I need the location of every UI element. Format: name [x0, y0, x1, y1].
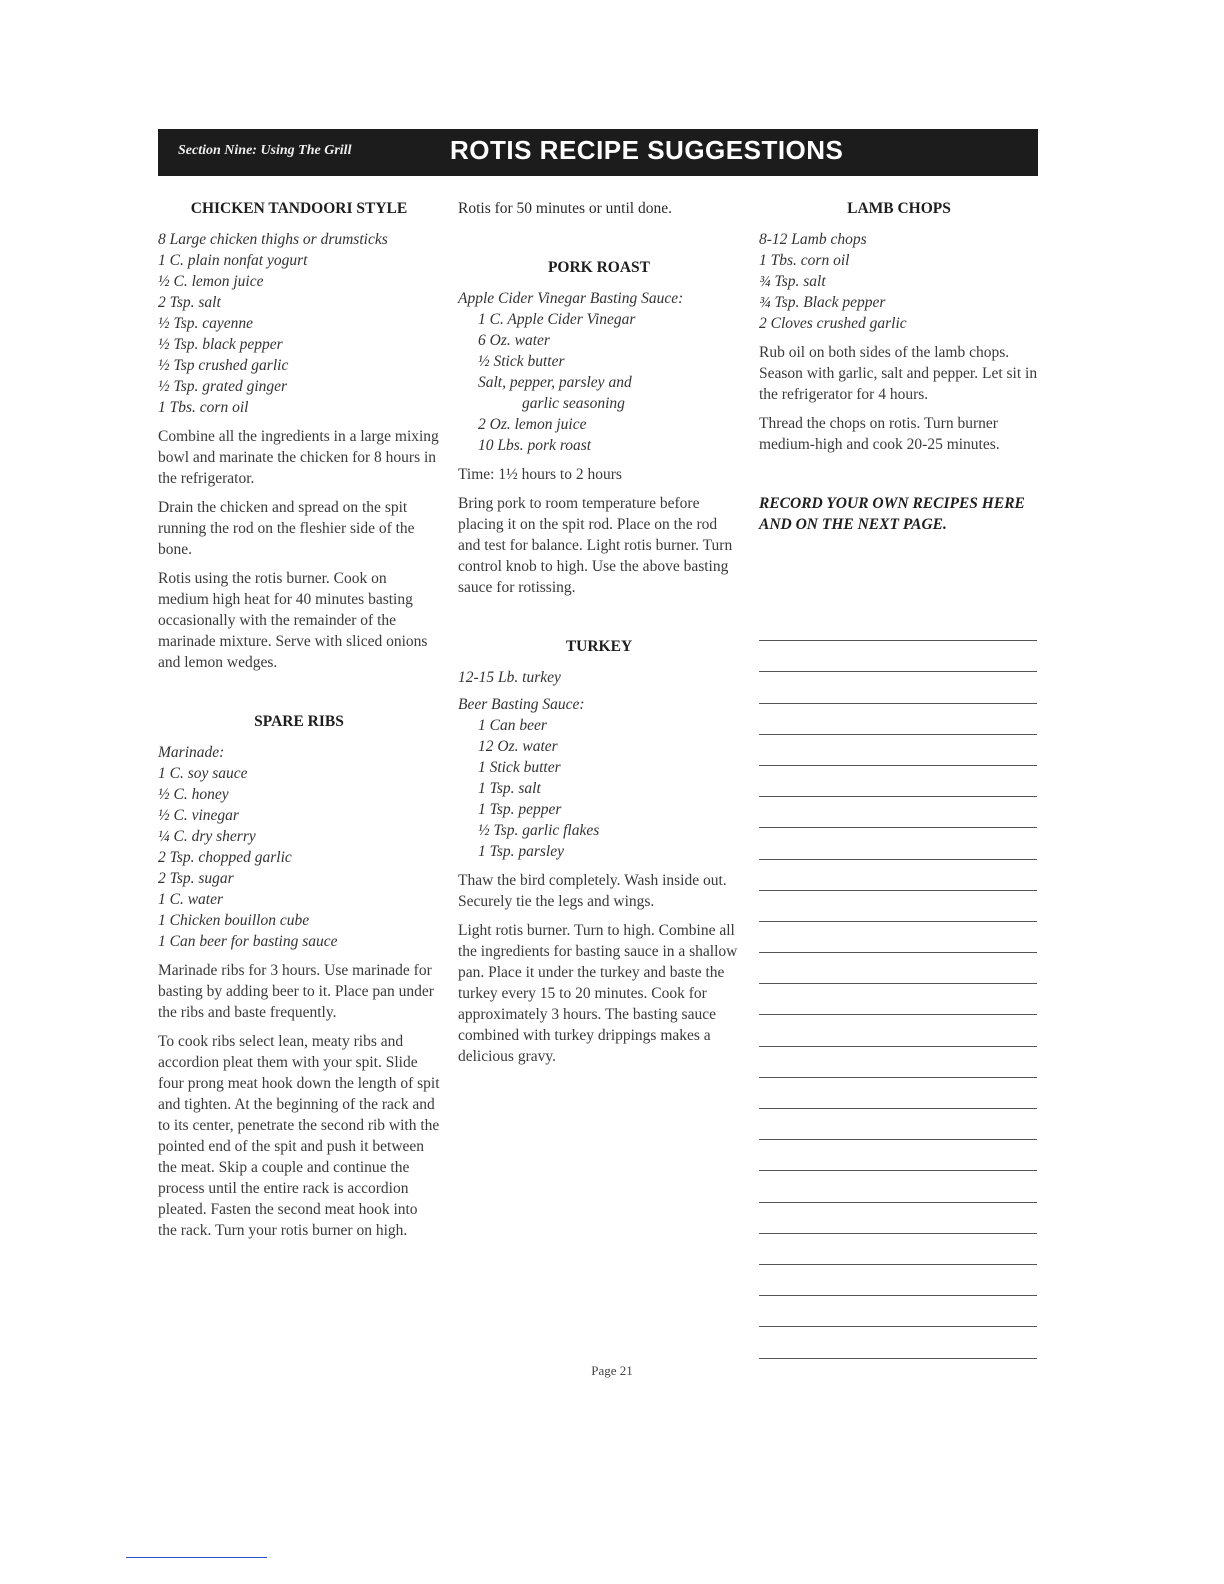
pork-ingredients [458, 309, 740, 456]
chicken-paragraph: Rotis using the rotis burner. Cook on medium high heat for 40 minutes basting occasionally with the remainder of the marinade mixture. Serve with sliced onions and lemon wedges. [158, 570, 428, 671]
section-label: Section Nine: Using The Grill [178, 143, 352, 158]
writing-line [759, 735, 1037, 766]
writing-line [759, 1078, 1037, 1109]
recipe-writing-lines [759, 610, 1037, 1359]
ingredient: 2 Oz. lemon juice [478, 416, 587, 433]
writing-line [759, 984, 1037, 1015]
ingredient: 1 Tsp. salt [478, 780, 541, 797]
writing-line [759, 1109, 1037, 1140]
writing-line [759, 672, 1037, 703]
spareribs-paragraph: To cook ribs select lean, meaty ribs and accordion pleat them with your spit. Slide four prong meat hook down the length of spit and tighten. At the beginning of the rack and to its center, penetrate the second rib with the pointed end of the spit and push it between the meat. Skip a couple and continue the process until the entire rack is accordion pleated. Fasten the second meat hook into the rack. Turn your rotis burner on high. [158, 1033, 440, 1239]
pork-sauce-label: Apple Cider Vinegar Basting Sauce: [458, 290, 684, 307]
continued-text: Rotis for 50 minutes or until done. [458, 200, 672, 217]
spareribs-paragraph: Marinade ribs for 3 hours. Use marinade for basting by adding beer to it. Place pan under the ribs and baste frequently. [158, 962, 434, 1021]
ingredient: 1 Chicken bouillon cube [158, 912, 310, 929]
footer-link-underline [126, 1557, 267, 1558]
ingredient: ½ Tsp. cayenne [158, 315, 253, 332]
ingredient: 8-12 Lamb chops [759, 231, 867, 248]
writing-line [759, 766, 1037, 797]
writing-line [759, 1047, 1037, 1078]
writing-line [759, 704, 1037, 735]
ingredient: 10 Lbs. pork roast [478, 437, 592, 454]
turkey-title: TURKEY [565, 638, 633, 655]
lamb-title: LAMB CHOPS [847, 200, 951, 217]
ingredient: ½ Tsp crushed garlic [158, 357, 289, 374]
writing-line [759, 1140, 1037, 1171]
ingredient: 1 C. water [158, 891, 224, 908]
ingredient: ½ C. honey [158, 786, 229, 803]
ingredient: 1 C. plain nonfat yogurt [158, 252, 308, 269]
writing-line [759, 1265, 1037, 1296]
pork-paragraph: Bring pork to room temperature before placing it on the spit rod. Place on the rod and test for balance. Light rotis burner. Turn control knob to high. Use the above basting sauce for rotissing. [458, 495, 733, 596]
ingredient: ½ Stick butter [478, 353, 565, 370]
writing-line [759, 1015, 1037, 1046]
turkey-weight: 12-15 Lb. turkey [458, 669, 561, 686]
ingredient: ¾ Tsp. salt [759, 273, 826, 290]
ingredient: 2 Tsp. salt [158, 294, 221, 311]
ingredient: 8 Large chicken thighs or drumsticks [158, 231, 388, 248]
ingredient: 1 C. soy sauce [158, 765, 248, 782]
writing-line [759, 610, 1037, 641]
writing-line [759, 860, 1037, 891]
pork-time: Time: 1½ hours to 2 hours [458, 466, 622, 483]
ingredient: 2 Cloves crushed garlic [759, 315, 907, 332]
column-middle [458, 198, 740, 1067]
pork-title: PORK ROAST [547, 259, 651, 276]
writing-line [759, 1296, 1037, 1327]
writing-line [759, 891, 1037, 922]
ingredient: 6 Oz. water [478, 332, 550, 349]
ingredient: 1 Can beer [478, 717, 547, 734]
lamb-paragraph: Rub oil on both sides of the lamb chops. Season with garlic, salt and pepper. Let sit in the refrigerator for 4 hours. [759, 344, 1038, 403]
spareribs-title: SPARE RIBS [254, 713, 344, 730]
ingredient: 1 Tsp. parsley [478, 843, 564, 860]
ingredient: 2 Tsp. sugar [158, 870, 234, 887]
writing-line [759, 1171, 1037, 1202]
column-left [158, 198, 440, 1241]
ingredient: ½ C. lemon juice [158, 273, 264, 290]
ingredient: Salt, pepper, parsley and [478, 374, 632, 391]
ingredient: ¼ C. dry sherry [158, 828, 256, 845]
page-number: Page 21 [591, 1363, 633, 1378]
ingredient: 12 Oz. water [478, 738, 558, 755]
lamb-ingredients [759, 229, 1039, 334]
ingredient: ¾ Tsp. Black pepper [759, 294, 886, 311]
ingredient: 2 Tsp. chopped garlic [158, 849, 292, 866]
spareribs-ingredients [158, 742, 440, 952]
chicken-paragraph: Drain the chicken and spread on the spit running the rod on the fleshier side of the bone. [158, 499, 415, 558]
ingredient: 1 Stick butter [478, 759, 561, 776]
writing-line [759, 828, 1037, 859]
chicken-ingredients [158, 229, 440, 418]
ingredient: 1 Tsp. pepper [478, 801, 562, 818]
writing-line [759, 1203, 1037, 1234]
chicken-title: CHICKEN TANDOORI STYLE [190, 200, 408, 217]
turkey-paragraph: Light rotis burner. Turn to high. Combine all the ingredients for basting sauce in a shallow pan. Place it under the turkey and baste the turkey every 15 to 20 minutes. Cook for approximately 3 hours. The basting sauce combined with turkey drippings makes a delicious gravy. [458, 922, 738, 1065]
section-header-bar [158, 129, 1038, 176]
writing-line [759, 641, 1037, 672]
page-title: ROTIS RECIPE SUGGESTIONS [450, 135, 844, 165]
record-recipes-note: RECORD YOUR OWN RECIPES HERE AND ON THE NEXT PAGE. [759, 495, 1025, 533]
ingredient: 1 Tbs. corn oil [759, 252, 850, 269]
turkey-paragraph: Thaw the bird completely. Wash inside out. Securely tie the legs and wings. [458, 872, 727, 910]
ingredient: ½ Tsp. garlic flakes [478, 822, 600, 839]
ingredient: garlic seasoning [522, 395, 625, 412]
turkey-sauce-label: Beer Basting Sauce: [458, 696, 585, 713]
ingredient: Marinade: [158, 744, 225, 761]
ingredient: ½ Tsp. black pepper [158, 336, 283, 353]
turkey-ingredients [458, 715, 740, 862]
ingredient: ½ C. vinegar [158, 807, 239, 824]
writing-line [759, 953, 1037, 984]
writing-line [759, 1234, 1037, 1265]
chicken-paragraph: Combine all the ingredients in a large mixing bowl and marinate the chicken for 8 hours in the refrigerator. [158, 428, 439, 487]
column-right [759, 198, 1039, 535]
writing-line [759, 1327, 1037, 1358]
writing-line [759, 797, 1037, 828]
lamb-paragraph: Thread the chops on rotis. Turn burner medium-high and cook 20-25 minutes. [759, 415, 1000, 453]
ingredient: 1 Tbs. corn oil [158, 399, 249, 416]
ingredient: 1 C. Apple Cider Vinegar [478, 311, 636, 328]
ingredient: ½ Tsp. grated ginger [158, 378, 288, 395]
ingredient: 1 Can beer for basting sauce [158, 933, 338, 950]
writing-line [759, 922, 1037, 953]
